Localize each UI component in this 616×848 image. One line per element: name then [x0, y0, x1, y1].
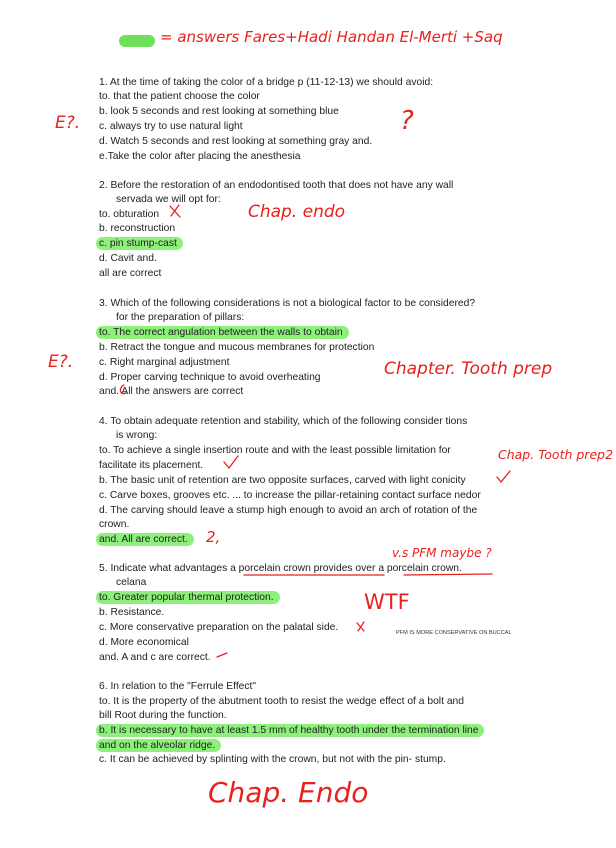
q2-cross-mark: [170, 205, 180, 217]
q2-option-e: all are correct: [99, 268, 162, 279]
q2-stem-line-2: servada we will opt for:: [116, 194, 221, 205]
q6-option-c: c. It can be achieved by splinting with the crown, but not with the pin- stump.: [99, 754, 446, 765]
legend-text: = answers Fares+Hadi Handan El-Merti +Saq: [160, 28, 503, 46]
highlighted-answer: b. It is necessary to have at least 1.5 mm of healthy tooth under the termination line: [96, 724, 484, 737]
q4-option-d-line-2: crown.: [99, 519, 130, 530]
q5-cross-mark: [357, 622, 364, 631]
q4-stem-line-2: is wrong:: [116, 430, 158, 441]
q5-underline-2: [404, 574, 492, 575]
q1-option-d: d. Watch 5 seconds and rest looking at something gray and.: [99, 136, 373, 147]
q5-stem-line-1: 5. Indicate what advantages a porcelain crown provides over a porcelain crown.: [99, 563, 462, 574]
q3-option-e: and. All the answers are correct: [99, 386, 244, 397]
q1-stem-line-1: 1. At the time of taking the color of a bridge p (11-12-13) we should avoid:: [99, 77, 434, 88]
q1-option-b: b. look 5 seconds and rest looking at something blue: [99, 106, 339, 117]
q4-check-mark: [224, 456, 238, 468]
q6-annotation: Chap. Endo: [208, 776, 369, 809]
q5-annotation: WTF: [364, 590, 410, 614]
q4-stem-line-1: 4. To obtain adequate retention and stability, which of the following consider tions: [99, 416, 468, 427]
q4-option-d-line-1: d. The carving should leave a stump high enough to avoid an arch of rotation of the: [99, 505, 478, 516]
highlighted-answer: to. Greater popular thermal protection.: [96, 591, 280, 604]
q5-note: PFM IS MORE CONSERVATIVE ON BUCCAL: [396, 630, 512, 636]
q5-stem-line-2: celana: [116, 577, 147, 588]
q2-stem-line-1: 2. Before the restoration of an endodontised tooth that does not have any wall: [99, 180, 454, 191]
q5-option-c: c. More conservative preparation on the palatal side.: [99, 622, 339, 633]
q1-side-annotation: E?.: [55, 113, 81, 133]
highlighted-answer: to. The correct angulation between the walls to obtain: [96, 326, 349, 339]
q4-option-a-line-1: to. To achieve a single insertion route and with the least possible limitation for: [99, 445, 451, 456]
q3-annotation: Chapter. Tooth prep: [384, 359, 553, 379]
q3-stem-line-1: 3. Which of the following considerations is not a biological factor to be considered?: [99, 298, 476, 309]
highlighted-answer: and. All are correct.: [96, 533, 194, 546]
q1-option-e: e.Take the color after placing the anesthesia: [99, 151, 301, 162]
q1-question-mark: ?: [400, 106, 414, 136]
q4-answer-annotation: 2,: [206, 528, 221, 546]
q2-option-a: to. obturation: [99, 209, 160, 220]
q5-cross-mark-2: [217, 653, 227, 657]
q6-option-a-line-1: to. It is the property of the abutment tooth to resist the wedge effect of a bolt and: [99, 696, 465, 707]
q3-side-annotation: E?.: [48, 352, 74, 372]
q5-top-annotation: v.s PFM maybe ?: [392, 546, 492, 560]
q3-circle-mark: [120, 385, 126, 394]
q6-stem-line-1: 6. In relation to the "Ferrule Effect": [99, 681, 257, 692]
q5-option-b: b. Resistance.: [99, 607, 165, 618]
q1-option-c: c. always try to use natural light: [99, 121, 243, 132]
q3-option-d: d. Proper carving technique to avoid overheating: [99, 372, 321, 383]
q3-option-b: b. Retract the tongue and mucous membranes for protection: [99, 342, 375, 353]
highlighted-answer: c. pin stump-cast: [96, 237, 183, 250]
q5-option-d: d. More economical: [99, 637, 189, 648]
q6-option-a-line-2: bill Root during the function.: [99, 710, 227, 721]
q5-option-e: and. A and c are correct.: [99, 652, 211, 663]
q3-stem-line-2: for the preparation of pillars:: [116, 312, 245, 323]
q4-option-c: c. Carve boxes, grooves etc. ... to increase the pillar-retaining contact surface nedor: [99, 490, 481, 501]
q4-option-b: b. The basic unit of retention are two opposite surfaces, carved with light conicity: [99, 475, 466, 486]
q2-option-d: d. Cavit and.: [99, 253, 157, 264]
q4-option-a-line-2: facilitate its placement.: [99, 460, 204, 471]
q2-option-b: b. reconstruction: [99, 223, 176, 234]
highlighted-answer: and on the alveolar ridge.: [96, 739, 221, 752]
q1-option-a: to. that the patient choose the color: [99, 91, 260, 102]
q4-annotation: Chap. Tooth prep2: [498, 447, 614, 462]
q3-option-c: c. Right marginal adjustment: [99, 357, 230, 368]
q2-annotation: Chap. endo: [248, 202, 346, 222]
q4-check-mark-2: [497, 471, 510, 482]
